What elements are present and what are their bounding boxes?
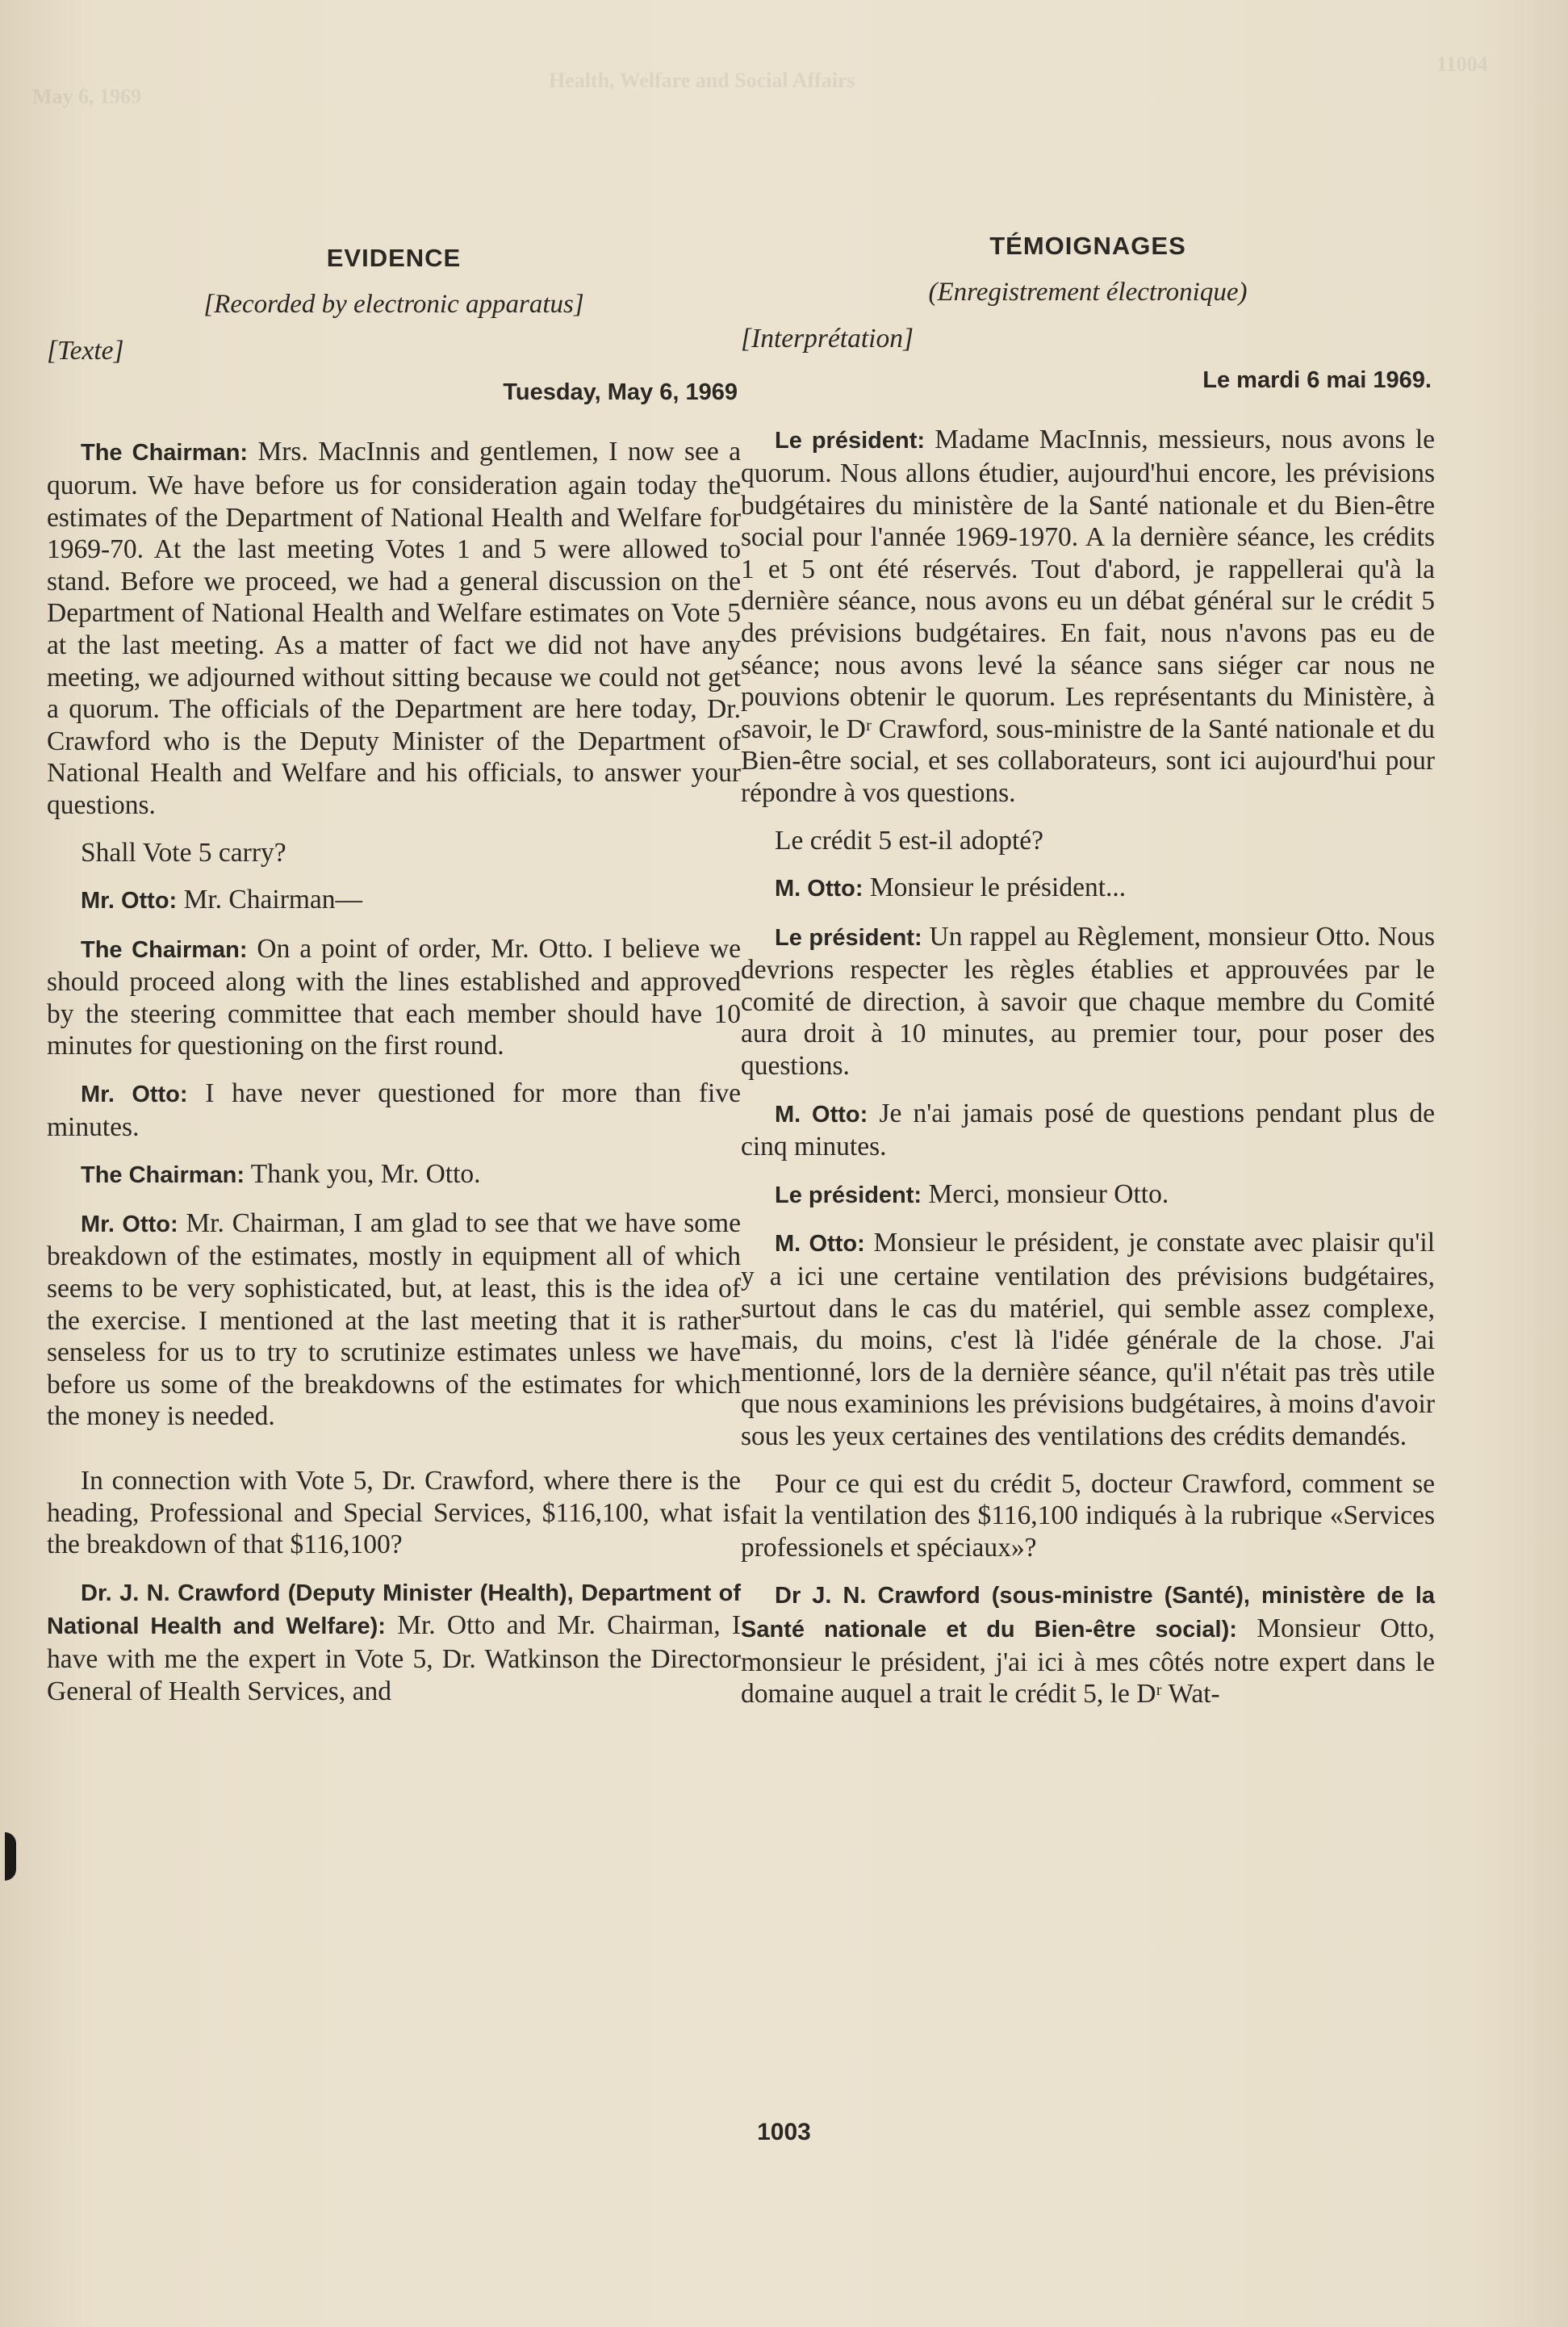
speaker: Mr. Otto: xyxy=(81,1211,178,1237)
speech: Pour ce qui est du crédit 5, docteur Crawford, comment se fait la ventilation des $116,100 indiqués à la rubrique «Services professionels et spéciaux»? xyxy=(741,1468,1435,1563)
paragraph xyxy=(47,1207,741,1433)
speech: Mr. Chairman, I am glad to see that we have some breakdown of the estimates, mostly in equipment all of which seems to be very sophisticated, but, at least, this is the idea of the exercise. I mentioned at the last meeting that it is rather senseless for us to try to scrutinize estimates unless we have before us some of the breakdowns of the estimates for which the money is needed. xyxy=(47,1207,741,1432)
french-column xyxy=(741,230,1435,1726)
speech: On a point of order, Mr. Otto. I believe we should proceed along with the lines established and approved by the steering committee that each member should have 10 minutes for questioning on the first round. xyxy=(47,933,742,1061)
interpretation-label: [Interprétation] xyxy=(741,324,914,354)
bleed-through-text xyxy=(0,44,1568,254)
paragraph xyxy=(47,1465,741,1561)
paragraph xyxy=(47,1078,741,1143)
binding-hole xyxy=(5,1832,16,1881)
paragraph xyxy=(741,825,1435,857)
temoignages-heading: TÉMOIGNAGES xyxy=(989,232,1186,260)
speaker: The Chairman: xyxy=(81,936,248,963)
speech: I have never questioned for more than five minutes. xyxy=(47,1078,741,1142)
speaker: M. Otto: xyxy=(775,1101,868,1128)
english-column xyxy=(47,242,741,1722)
speech: Mr. Otto and Mr. Chairman, I have with me the expert in Vote 5, Dr. Watkinson the Director General of Health Services, and xyxy=(47,1610,741,1706)
speaker: Mr. Otto: xyxy=(81,888,178,914)
speech: Shall Vote 5 carry? xyxy=(81,837,286,868)
speaker: The Chairman: xyxy=(81,1162,245,1189)
speech: Le crédit 5 est-il adopté? xyxy=(775,825,1043,856)
session-date-fr: Le mardi 6 mai 1969. xyxy=(1202,366,1432,393)
speech: Je n'ai jamais posé de questions pendant plus de cinq minutes. xyxy=(741,1098,1436,1162)
paragraph xyxy=(741,1579,1435,1710)
evidence-heading: EVIDENCE xyxy=(326,244,462,272)
recorded-note: [Recorded by electronic apparatus] xyxy=(203,289,584,319)
paragraph xyxy=(47,933,741,1062)
speech: Mrs. MacInnis and gentlemen, I now see a quorum. We have before us for consideration again today the estimates of the Department of National Health and Welfare for 1969-70. At the last meeting Votes 1 and 5 were allowed to stand. Before we proceed, we had a general discussion on the Department of National Health and Welfare estimates on Vote 5 at the last meeting. As a matter of fact we did not have any meeting, we adjourned without sitting because we could not get a quorum. The officials of the Department are here today, Dr. Crawford who is the Deputy Minister of the Department of National Health and Welfare and his officials, to answer your questions. xyxy=(47,437,741,820)
ghost-page-number: 11004 xyxy=(1436,52,1488,76)
paragraph xyxy=(47,837,741,869)
speaker: The Chairman: xyxy=(81,440,249,467)
paragraph xyxy=(47,436,741,821)
paragraph xyxy=(741,872,1435,906)
texte-label: [Texte] xyxy=(47,336,124,366)
speech: Thank you, Mr. Otto. xyxy=(245,1159,481,1190)
speaker: Dr. J. N. Crawford (Deputy Minister (Health), Department of National Health and Welfare): xyxy=(47,1580,741,1640)
speech: Madame MacInnis, messieurs, nous avons le quorum. Nous allons étudier, aujourd'hui encore, les prévisions budgétaires du ministère de la Santé nationale et du Bien-être social pour l'année 1969-1970. A la dernière séance, les crédits 1 et 5 ont été réservés. Tout d'abord, je rappellerai qu'à la dernière séance, nous avons eu un débat général sur le crédit 5 des prévisions budgétaires. En fait, nous n'avons pas eu de séance; nous avons levé la séance sans siéger car nous ne pouvions obtenir le quorum. Les représentants du Ministère, à savoir, le Dʳ Crawford, sous-ministre de la Santé nationale et du Bien-être social, et ses collaborateurs, sont ici aujourd'hui pour répondre à vos questions. xyxy=(741,425,1435,808)
speaker: Mr. Otto: xyxy=(81,1082,188,1108)
paragraph xyxy=(741,424,1435,809)
speaker: Le président: xyxy=(775,1182,922,1208)
speech: In connection with Vote 5, Dr. Crawford, where there is the heading, Professional and Special Services, $116,100, what is the breakdown of that $116,100? xyxy=(47,1466,741,1560)
page-number: 1003 xyxy=(757,2119,811,2145)
speech: Mr. Chairman— xyxy=(177,885,363,915)
paragraph xyxy=(741,1098,1435,1163)
enregistrement-note: (Enregistrement électronique) xyxy=(928,277,1248,307)
speech: Monsieur le président, je constate avec plaisir qu'il y a ici une certaine ventilation des prévisions budgétaires, surtout dans le cas du matériel, qui semble assez complexe, mais, du moins, c'est là l'idée générale de la chose. J'ai mentionné, lors de la dernière séance, qu'il n'était pas très utile que nous examinions les prévisions budgétaires, à moins d'avoir sous les yeux certaines des ventilations des crédits demandés. xyxy=(741,1228,1436,1451)
speech: Merci, monsieur Otto. xyxy=(922,1178,1169,1209)
speaker: Le président: xyxy=(775,924,922,951)
speech: Monsieur Otto, monsieur le président, j'ai ici à mes côtés notre expert dans le domaine auquel a trait le crédit 5, le Dʳ Wat- xyxy=(741,1613,1435,1710)
ghost-date: May 6, 1969 xyxy=(32,85,142,108)
paragraph xyxy=(741,1178,1435,1212)
paragraph xyxy=(47,1158,741,1192)
ghost-running-head: Health, Welfare and Social Affairs xyxy=(549,69,855,92)
speaker: M. Otto: xyxy=(775,876,863,902)
speaker: Dr J. N. Crawford (sous-ministre (Santé), ministère de la Santé nationale et du Bien-être social): xyxy=(741,1583,1435,1643)
speaker: M. Otto: xyxy=(775,1231,865,1258)
paragraph xyxy=(741,1468,1435,1564)
paragraph xyxy=(741,921,1435,1082)
speech: Un rappel au Règlement, monsieur Otto. Nous devrions respecter les règles établies et approuvées par le comité de direction, à savoir que chaque membre du Comité aura droit à 10 minutes, au premier tour, pour poser des questions. xyxy=(741,921,1435,1082)
speaker: Le président: xyxy=(775,428,926,454)
speech: Monsieur le président... xyxy=(863,873,1127,903)
paragraph xyxy=(47,884,741,918)
paragraph xyxy=(741,1227,1435,1452)
session-date: Tuesday, May 6, 1969 xyxy=(503,379,738,405)
paragraph xyxy=(47,1576,741,1707)
